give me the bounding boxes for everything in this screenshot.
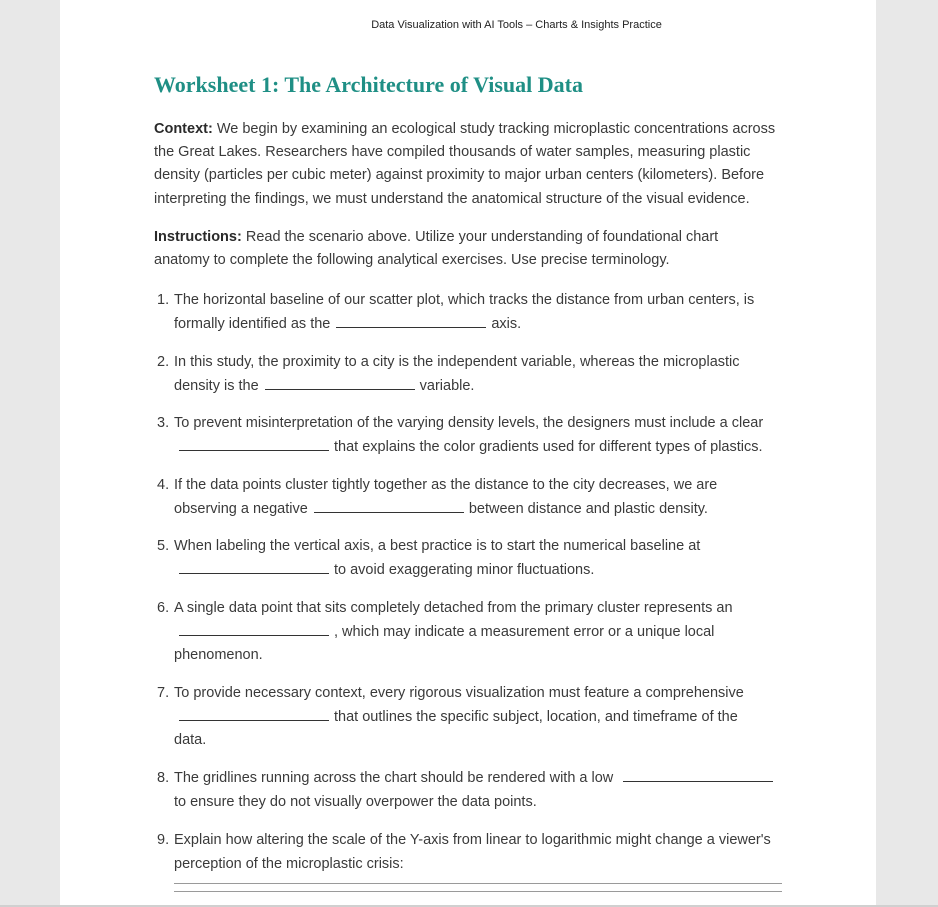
question-2	[154, 351, 790, 398]
worksheet-title: Worksheet 1: The Architecture of Visual Data	[154, 72, 583, 97]
question-text: The gridlines running across the chart should be rendered with a low	[174, 770, 614, 786]
answer-line[interactable]	[174, 883, 782, 884]
question-text: To provide necessary context, every rigorous visualization must feature a comprehensive	[174, 685, 744, 701]
instructions-text: Read the scenario above. Utilize your understanding of foundational chart anatomy to complete the following analytical exercises. Use precise terminology.	[154, 229, 719, 269]
answer-blank-2[interactable]	[265, 375, 415, 390]
question-1	[154, 289, 790, 336]
context-paragraph	[154, 118, 790, 211]
question-text: In this study, the proximity to a city is the independent variable, whereas the microplastic density is the	[174, 354, 740, 394]
question-number: 1.	[157, 292, 170, 308]
question-number: 6.	[157, 600, 170, 616]
question-number: 9.	[157, 832, 170, 848]
context-text: We begin by examining an ecological study tracking microplastic concentrations across the Great Lakes. Researchers have compiled thousands of water samples, measuring plastic density (particles per cubic meter) against proximity to major urban centers (kilometers). Before interpreting the findings, we must understand the anatomical structure of the visual evidence.	[154, 121, 776, 207]
answer-blank-1[interactable]	[336, 313, 486, 328]
question-8	[154, 767, 790, 814]
question-text-end: variable.	[419, 377, 475, 394]
question-text: When labeling the vertical axis, a best practice is to start the numerical baseline at	[174, 538, 701, 554]
question-number: 7.	[157, 685, 170, 701]
question-text: The horizontal baseline of our scatter plot, which tracks the distance from urban centers, is formally identified as the	[174, 292, 755, 332]
answer-blank-3[interactable]	[179, 436, 329, 451]
answer-blank-8[interactable]	[623, 767, 773, 782]
instructions-label: Instructions:	[154, 229, 242, 245]
answer-blank-6[interactable]	[179, 621, 329, 636]
page-header: Data Visualization with AI Tools – Charts & Insights Practice	[371, 19, 662, 31]
question-7	[154, 682, 790, 753]
question-number: 2.	[157, 354, 170, 370]
question-text-end: between distance and plastic density.	[468, 500, 708, 517]
worksheet-page	[60, 0, 876, 905]
question-text: If the data points cluster tightly together as the distance to the city decreases, we are observing a negative	[174, 477, 718, 517]
question-text: To prevent misinterpretation of the varying density levels, the designers must include a clear	[174, 415, 764, 431]
question-5	[154, 535, 790, 582]
question-text: Explain how altering the scale of the Y-axis from linear to logarithmic might change a viewer's perception of the microplastic crisis:	[174, 832, 771, 872]
question-text-end: , which may indicate a measurement error or a unique local phenomenon.	[174, 623, 715, 664]
answer-line[interactable]	[174, 891, 782, 892]
question-4	[154, 474, 790, 521]
question-text-end: to avoid exaggerating minor fluctuations.	[334, 561, 595, 578]
question-3	[154, 412, 790, 459]
context-label: Context:	[154, 121, 213, 137]
question-text-end: that explains the color gradients used for different types of plastics.	[334, 438, 763, 455]
question-9	[154, 829, 790, 876]
question-text-end: that outlines the specific subject, location, and timeframe of the data.	[174, 708, 738, 749]
answer-blank-7[interactable]	[179, 706, 329, 721]
question-text: A single data point that sits completely detached from the primary cluster represents an	[174, 600, 733, 616]
question-number: 4.	[157, 477, 170, 493]
answer-blank-5[interactable]	[179, 559, 329, 574]
question-number: 5.	[157, 538, 170, 554]
question-number: 8.	[157, 770, 170, 786]
question-text-end: axis.	[491, 315, 522, 332]
instructions-paragraph	[154, 226, 754, 272]
question-number: 3.	[157, 415, 170, 431]
answer-blank-4[interactable]	[314, 498, 464, 513]
question-6	[154, 597, 790, 668]
question-text-end: to ensure they do not visually overpower the data points.	[174, 793, 537, 810]
